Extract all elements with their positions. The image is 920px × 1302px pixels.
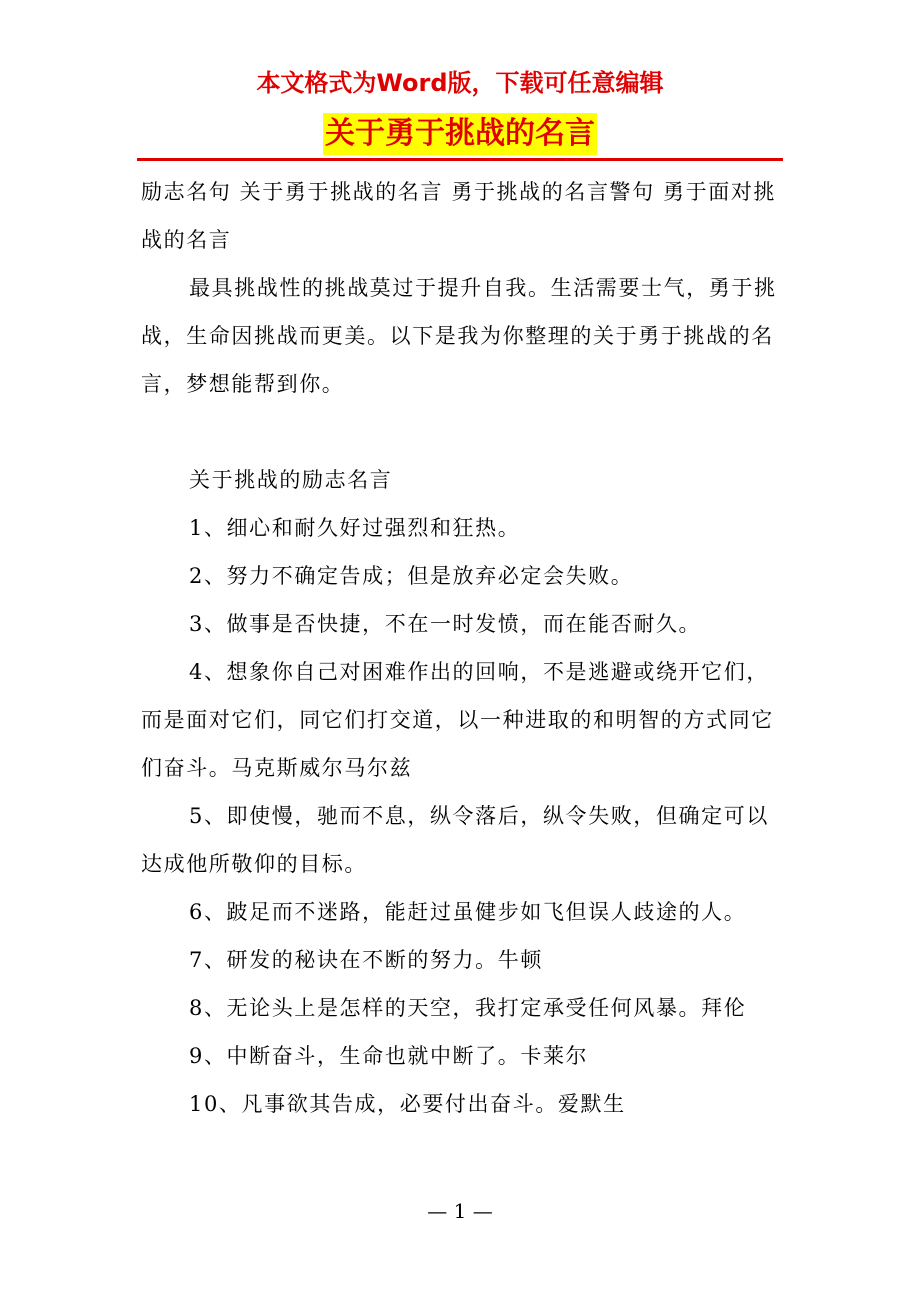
paragraph-spacer [141,408,791,456]
format-notice-banner: 本文格式为Word版，下载可任意编辑 [256,69,664,97]
intro-paragraph: 最具挑战性的挑战莫过于提升自我。生活需要士气，勇于挑战，生命因挑战而更美。以下是我为你整理的关于勇于挑战的名言，梦想能帮到你。 [141,276,777,396]
document-title: 关于勇于挑战的名言 [323,113,597,155]
section-heading: 关于挑战的励志名言 [189,468,393,492]
quote-item-10: 10、凡事欲其告成，必要付出奋斗。爱默生 [189,1092,626,1116]
quote-item-6: 6、跛足而不迷路，能赶过虽健步如飞但误人歧途的人。 [189,900,747,924]
quote-item-7: 7、研发的秘诀在不断的努力。牛顿 [189,948,543,972]
document-body [141,168,791,1128]
quote-item-5: 5、即使慢，驰而不息，纵令落后，纵令失败，但确定可以达成他所敬仰的目标。 [141,804,769,876]
quote-item-1: 1、细心和耐久好过强烈和狂热。 [189,516,521,540]
keyword-tags: 励志名句 关于勇于挑战的名言 勇于挑战的名言警句 勇于面对挑战的名言 [141,180,777,252]
quote-item-8: 8、无论头上是怎样的天空，我打定承受任何风暴。拜伦 [189,996,747,1020]
title-divider [137,158,783,161]
quote-item-2: 2、努力不确定告成；但是放弃必定会失败。 [189,564,634,588]
quote-item-9: 9、中断奋斗，生命也就中断了。卡莱尔 [189,1044,589,1068]
quote-item-4: 4、想象你自己对困难作出的回响，不是逃避或绕开它们，而是面对它们，同它们打交道，以一种进取的和明智的方式同它们奋斗。马克斯威尔马尔兹 [141,660,774,780]
page-number: — 1 — [427,1199,493,1223]
title-container [0,113,920,155]
quote-item-3: 3、做事是否快捷，不在一时发愤，而在能否耐久。 [189,612,702,636]
